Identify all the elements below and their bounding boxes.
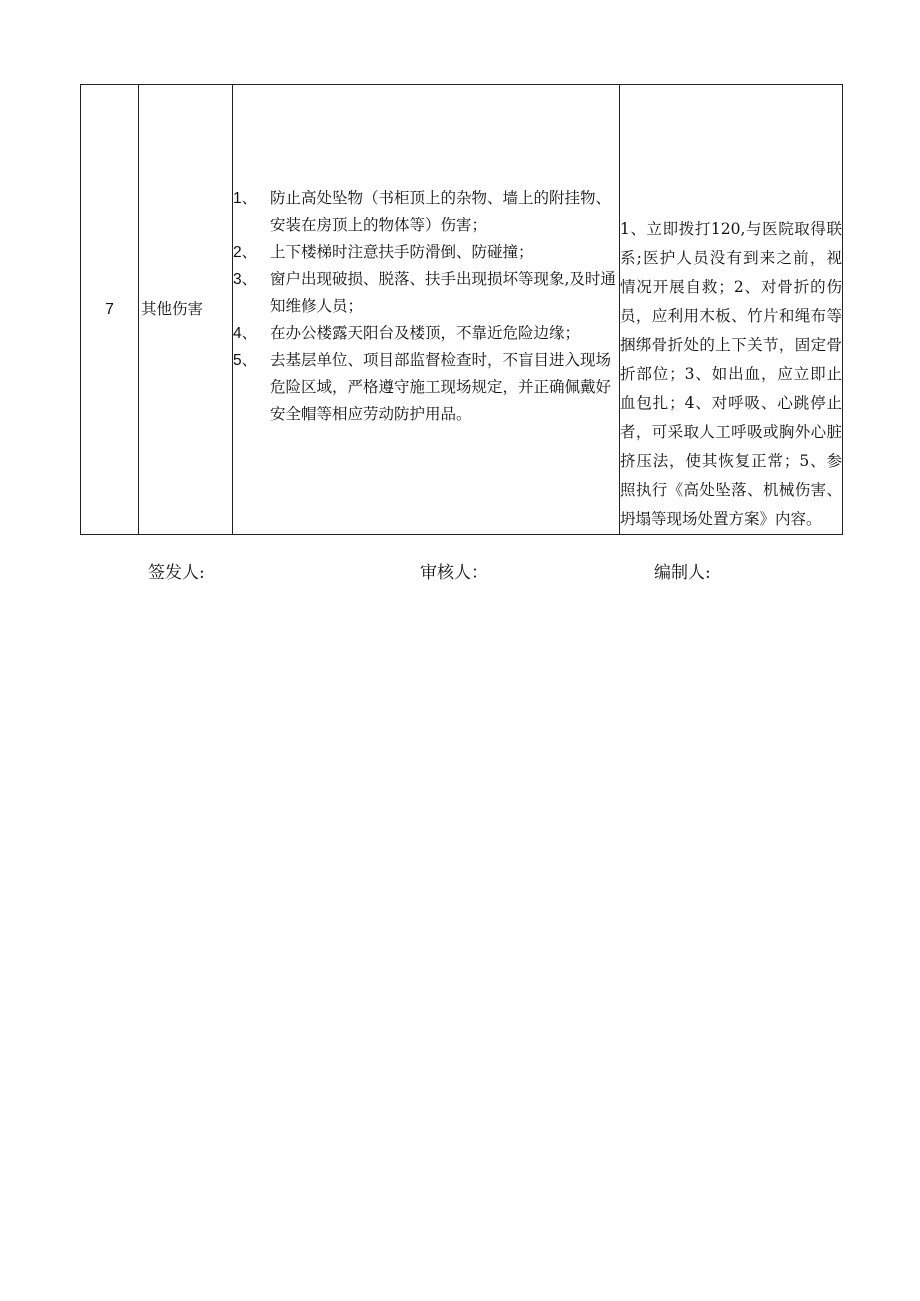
compiler-label: 编制人:: [654, 563, 711, 583]
list-item: 4、 在办公楼露天阳台及楼顶，不靠近危险边缘；: [233, 324, 581, 342]
reviewer-label: 审核人：: [420, 563, 488, 583]
list-item: 3、 窗户出现破损、脱落、扶手出现损坏等现象,及时通知维修人员；: [233, 270, 616, 315]
list-item: 1、立即拨打120,与医院取得联系;医护人员没有到来之前，视情况开展自救；: [620, 220, 842, 296]
hazard-table: [80, 84, 843, 535]
signature-row: [0, 558, 920, 588]
list-item: 2、 上下楼梯时注意扶手防滑倒、防碰撞；: [233, 243, 534, 261]
list-item: 3、如出血，应立即止血包扎；: [620, 365, 842, 412]
list-item: 2、对骨折的伤员，应利用木板、竹片和绳布等捆绑骨折处的上下关节，固定骨折部位；: [620, 278, 842, 383]
row-number: 7: [81, 85, 139, 535]
emergency-response: [620, 85, 843, 535]
hazard-type: 其他伤害: [139, 85, 233, 535]
list-item: 1、 防止高处坠物（书柜顶上的杂物、墙上的附挂物、安装在房顶上的物体等）伤害；: [233, 189, 612, 234]
prevention-list: [233, 185, 619, 428]
list-item: 5、 去基层单位、项目部监督检查时，不盲目进入现场危险区域，严格遵守施工现场规定，并正确佩戴好安全帽等相应劳动防护用品。: [233, 351, 612, 423]
list-item: 4、对呼吸、心跳停止者，可采取人工呼吸或胸外心脏挤压法，使其恢复正常；5、参照执行《高处坠落、机械伤害、坍塌等现场处置方案》内容。: [620, 394, 842, 528]
prevention-measures: [233, 85, 620, 535]
response-text: [620, 105, 842, 534]
table-row: [81, 85, 843, 535]
issuer-label: 签发人:: [148, 563, 205, 583]
